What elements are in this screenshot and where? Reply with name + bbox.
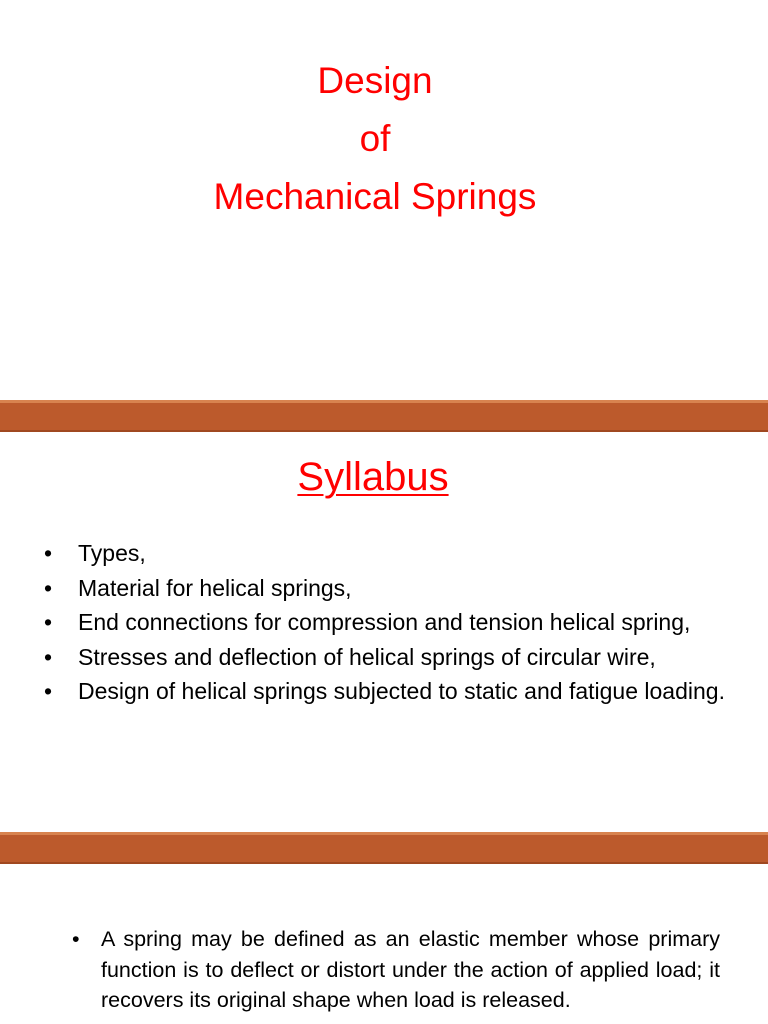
list-item (72, 924, 720, 1016)
list-item-text: End connections for compression and tension helical spring, (78, 609, 691, 635)
syllabus-slide (0, 432, 768, 832)
syllabus-list (44, 536, 742, 709)
list-item-text: Types, (78, 540, 146, 566)
bullet-icon: • (72, 927, 80, 951)
list-item-text: Design of helical springs subjected to static and fatigue loading. (78, 678, 725, 704)
list-item-text: Stresses and deflection of helical springs of circular wire, (78, 643, 656, 670)
syllabus-heading: Syllabus (297, 455, 449, 499)
title-line-1: Design (317, 60, 433, 101)
list-item (44, 536, 742, 571)
title-line-3: Mechanical Springs (213, 176, 537, 217)
list-item (44, 640, 742, 675)
list-item-text: A spring may be defined as an elastic member whose primary function is to deflect or distort under the action of applied load; it recovers its original shape when load is released. (101, 927, 720, 1012)
title-line-2: of (359, 118, 391, 159)
list-item (44, 674, 742, 709)
list-item-text: Material for helical springs, (78, 574, 352, 601)
divider-highlight (0, 400, 768, 403)
slide-title (0, 52, 750, 226)
bullet-icon: • (44, 540, 53, 566)
divider-highlight (0, 832, 768, 835)
bullet-icon: • (44, 609, 53, 635)
bullet-icon: • (44, 643, 53, 670)
bullet-icon: • (44, 678, 53, 704)
list-item (44, 605, 742, 640)
bullet-icon: • (44, 574, 53, 601)
definition-slide (0, 864, 768, 1024)
slide-divider (0, 832, 768, 864)
definition-list (72, 924, 720, 1016)
title-slide (0, 0, 768, 400)
list-item (44, 571, 742, 606)
slide-divider (0, 400, 768, 432)
